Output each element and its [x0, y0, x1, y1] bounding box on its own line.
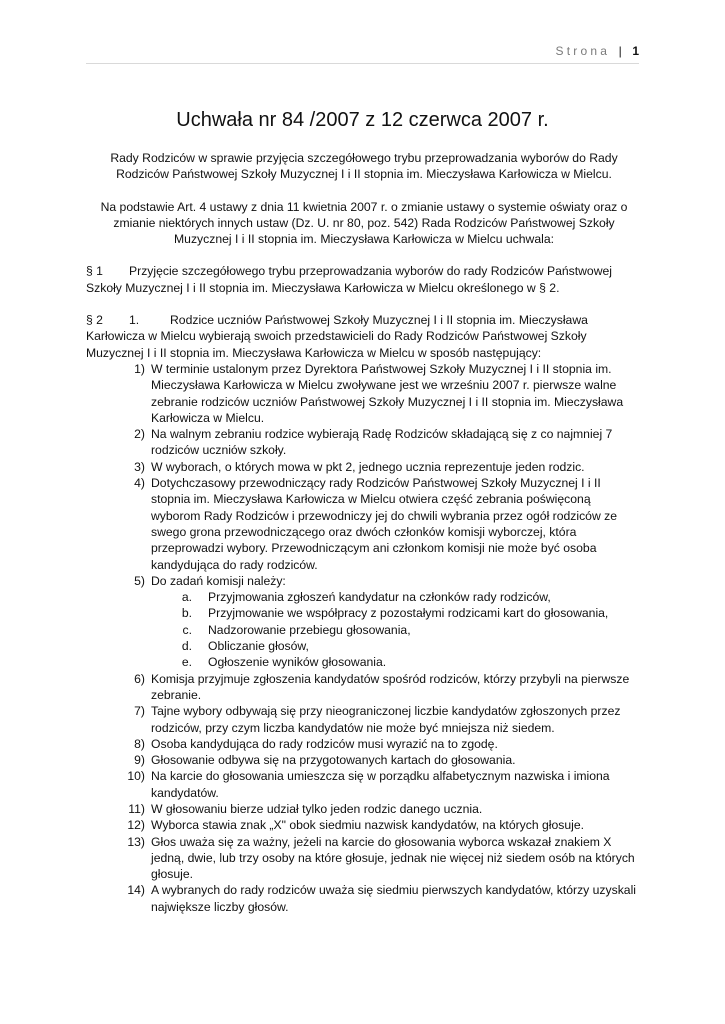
section-2-sub-label: 1. — [129, 313, 140, 328]
section-1-text: Przyjęcie szczegółowego trybu przeprowadzania wyborów do rady Rodziców Państwowej Szkoły Muzycznej I i II stopnia im. Mieczysława Karłowicza w Mielcu określonego w § 2. — [86, 264, 612, 295]
list-item: 1) W terminie ustalonym przez Dyrektora Państwowej Szkoły Muzycznej I i II stopnia im. Mieczysława Karłowicza w Mielcu zwoływane jest we wrześniu 2007 r. pierwsze walne zebranie rodziców uczniów Państwowej Szkoły Muzycznej I i II stopnia im. Mieczysława Karłowicza w Mielcu. — [134, 361, 624, 425]
header-rule — [86, 63, 639, 64]
list-item: 12) Wyborca stawia znak „X" obok siedmiu nazwisk kandydatów, na których głosuje. — [127, 818, 585, 833]
sub-list-item: d. Obliczanie głosów, — [181, 639, 309, 654]
list-item: 9) Głosowanie odbywa się na przygotowanych kartach do głosowania. — [134, 753, 516, 768]
list-item: 8) Osoba kandydująca do rady rodziców musi wyrazić na to zgodę. — [134, 736, 498, 751]
list-item: 7) Tajne wybory odbywają się przy nieograniczonej liczbie kandydatów zgłoszonych przez rodziców, przy czym liczba kandydatów nie może być mniejsza niż siedem. — [134, 704, 621, 735]
sub-list-item: a. Przyjmowania zgłoszeń kandydatur na członków rady rodziców, — [181, 590, 551, 605]
list-item: 2) Na walnym zebraniu rodzice wybierają Radę Rodziców składającą się z co najmniej 7 rodziców uczniów szkoły. — [134, 427, 613, 458]
section-2-text: Rodzice uczniów Państwowej Szkoły Muzycznej I i II stopnia im. Mieczysława Karłowicza w Mielcu wybierają swoich przedstawicieli do Rady Rodziców Państwowej Szkoły Muzycznej I i II stopnia im. Mieczysława Karłowicza w Mielcu w sposób następujący: — [86, 313, 588, 360]
list-item: 6) Komisja przyjmuje zgłoszenia kandydatów spośród rodziców, którzy przybyli na pierwsze zebranie. — [134, 671, 630, 702]
list-item: 10) Na karcie do głosowania umieszcza się w porządku alfabetycznym nazwiska i imiona kandydatów. — [127, 769, 610, 800]
document-title: Uchwała nr 84 /2007 z 12 czerwca 2007 r. — [176, 109, 549, 131]
section-2-intro — [86, 312, 642, 361]
list-item: 5) Do zadań komisji należy: a. Przyjmowania zgłoszeń kandydatur na członków rady rodziców, b. Przyjmowanie we współpracy z pozostałymi rodzicami kart do głosowania, c. Nadzorowanie przebiegu głosowania, d. Obliczanie głosów, e. Ogłoszenie wyników głosowania. — [86, 573, 642, 671]
list-item: 4) Dotychczasowy przewodniczący rady Rodziców Państwowej Szkoły Muzycznej I i II stopnia im. Mieczysława Karłowicza w Mielcu otwiera część zebrania poświęconą wyborom Rady Rodziców i przewodniczy jej do chwili wybrania przez ogół rodziców ze swego grona przewodniczącego oraz dwóch członków komisji wyborczej, która przeprowadzi wybory. Przewodniczącym ani członkom komisji nie może być osoba kandydująca do rady rodziców. — [134, 476, 618, 572]
intro-paragraph: Rady Rodziców w sprawie przyjęcia szczegółowego trybu przeprowadzania wyborów do Rady Rodziców Państwowej Szkoły Muzycznej I i II stopnia im. Mieczysława Karłowicza w Mielcu. — [110, 151, 618, 182]
legal-basis-paragraph: Na podstawie Art. 4 ustawy z dnia 11 kwietnia 2007 r. o zmianie ustawy o systemie oświaty oraz o zmianie niektórych innych ustaw (Dz. U. nr 80, poz. 542) Rada Rodziców Państwowej Szkoły Muzycznej I i II stopnia im. Mieczysława Karłowicza w Mielcu uchwala: — [100, 199, 628, 247]
sub-list-item: e. Ogłoszenie wyników głosowania. — [181, 655, 387, 670]
page-label: Strona — [555, 44, 611, 58]
list-item: 13) Głos uważa się za ważny, jeżeli na karcie do głosowania wyborca wskazał znakiem X jedną, dwie, lub trzy osoby na które głosuje, jednak nie więcej niż siedem osób na których głosuje. — [127, 834, 635, 882]
section-1 — [86, 263, 642, 296]
page-separator: | — [618, 44, 622, 58]
sub-list-item: c. Nadzorowanie przebiegu głosowania, — [182, 622, 411, 637]
section-2-label: § 2 — [86, 313, 103, 328]
sub-list-item: b. Przyjmowanie we współpracy z pozostałymi rodzicami kart do głosowania, — [181, 606, 609, 621]
document-body — [86, 150, 642, 915]
list-item: 11) W głosowaniu bierze udział tylko jeden rodzic danego ucznia. — [128, 801, 483, 816]
points-list — [86, 361, 642, 915]
section-1-label: § 1 — [86, 264, 103, 279]
list-item: 3) W wyborach, o których mowa w pkt 2, jednego ucznia reprezentuje jeden rodzic. — [134, 459, 585, 474]
commission-tasks-list — [151, 589, 642, 670]
list-item: 14) A wybranych do rady rodziców uważa się siedmiu pierwszych kandydatów, którzy uzyskali największe liczby głosów. — [127, 883, 636, 914]
page-number: 1 — [632, 44, 639, 58]
section-2 — [86, 312, 642, 915]
page-header — [556, 44, 639, 58]
